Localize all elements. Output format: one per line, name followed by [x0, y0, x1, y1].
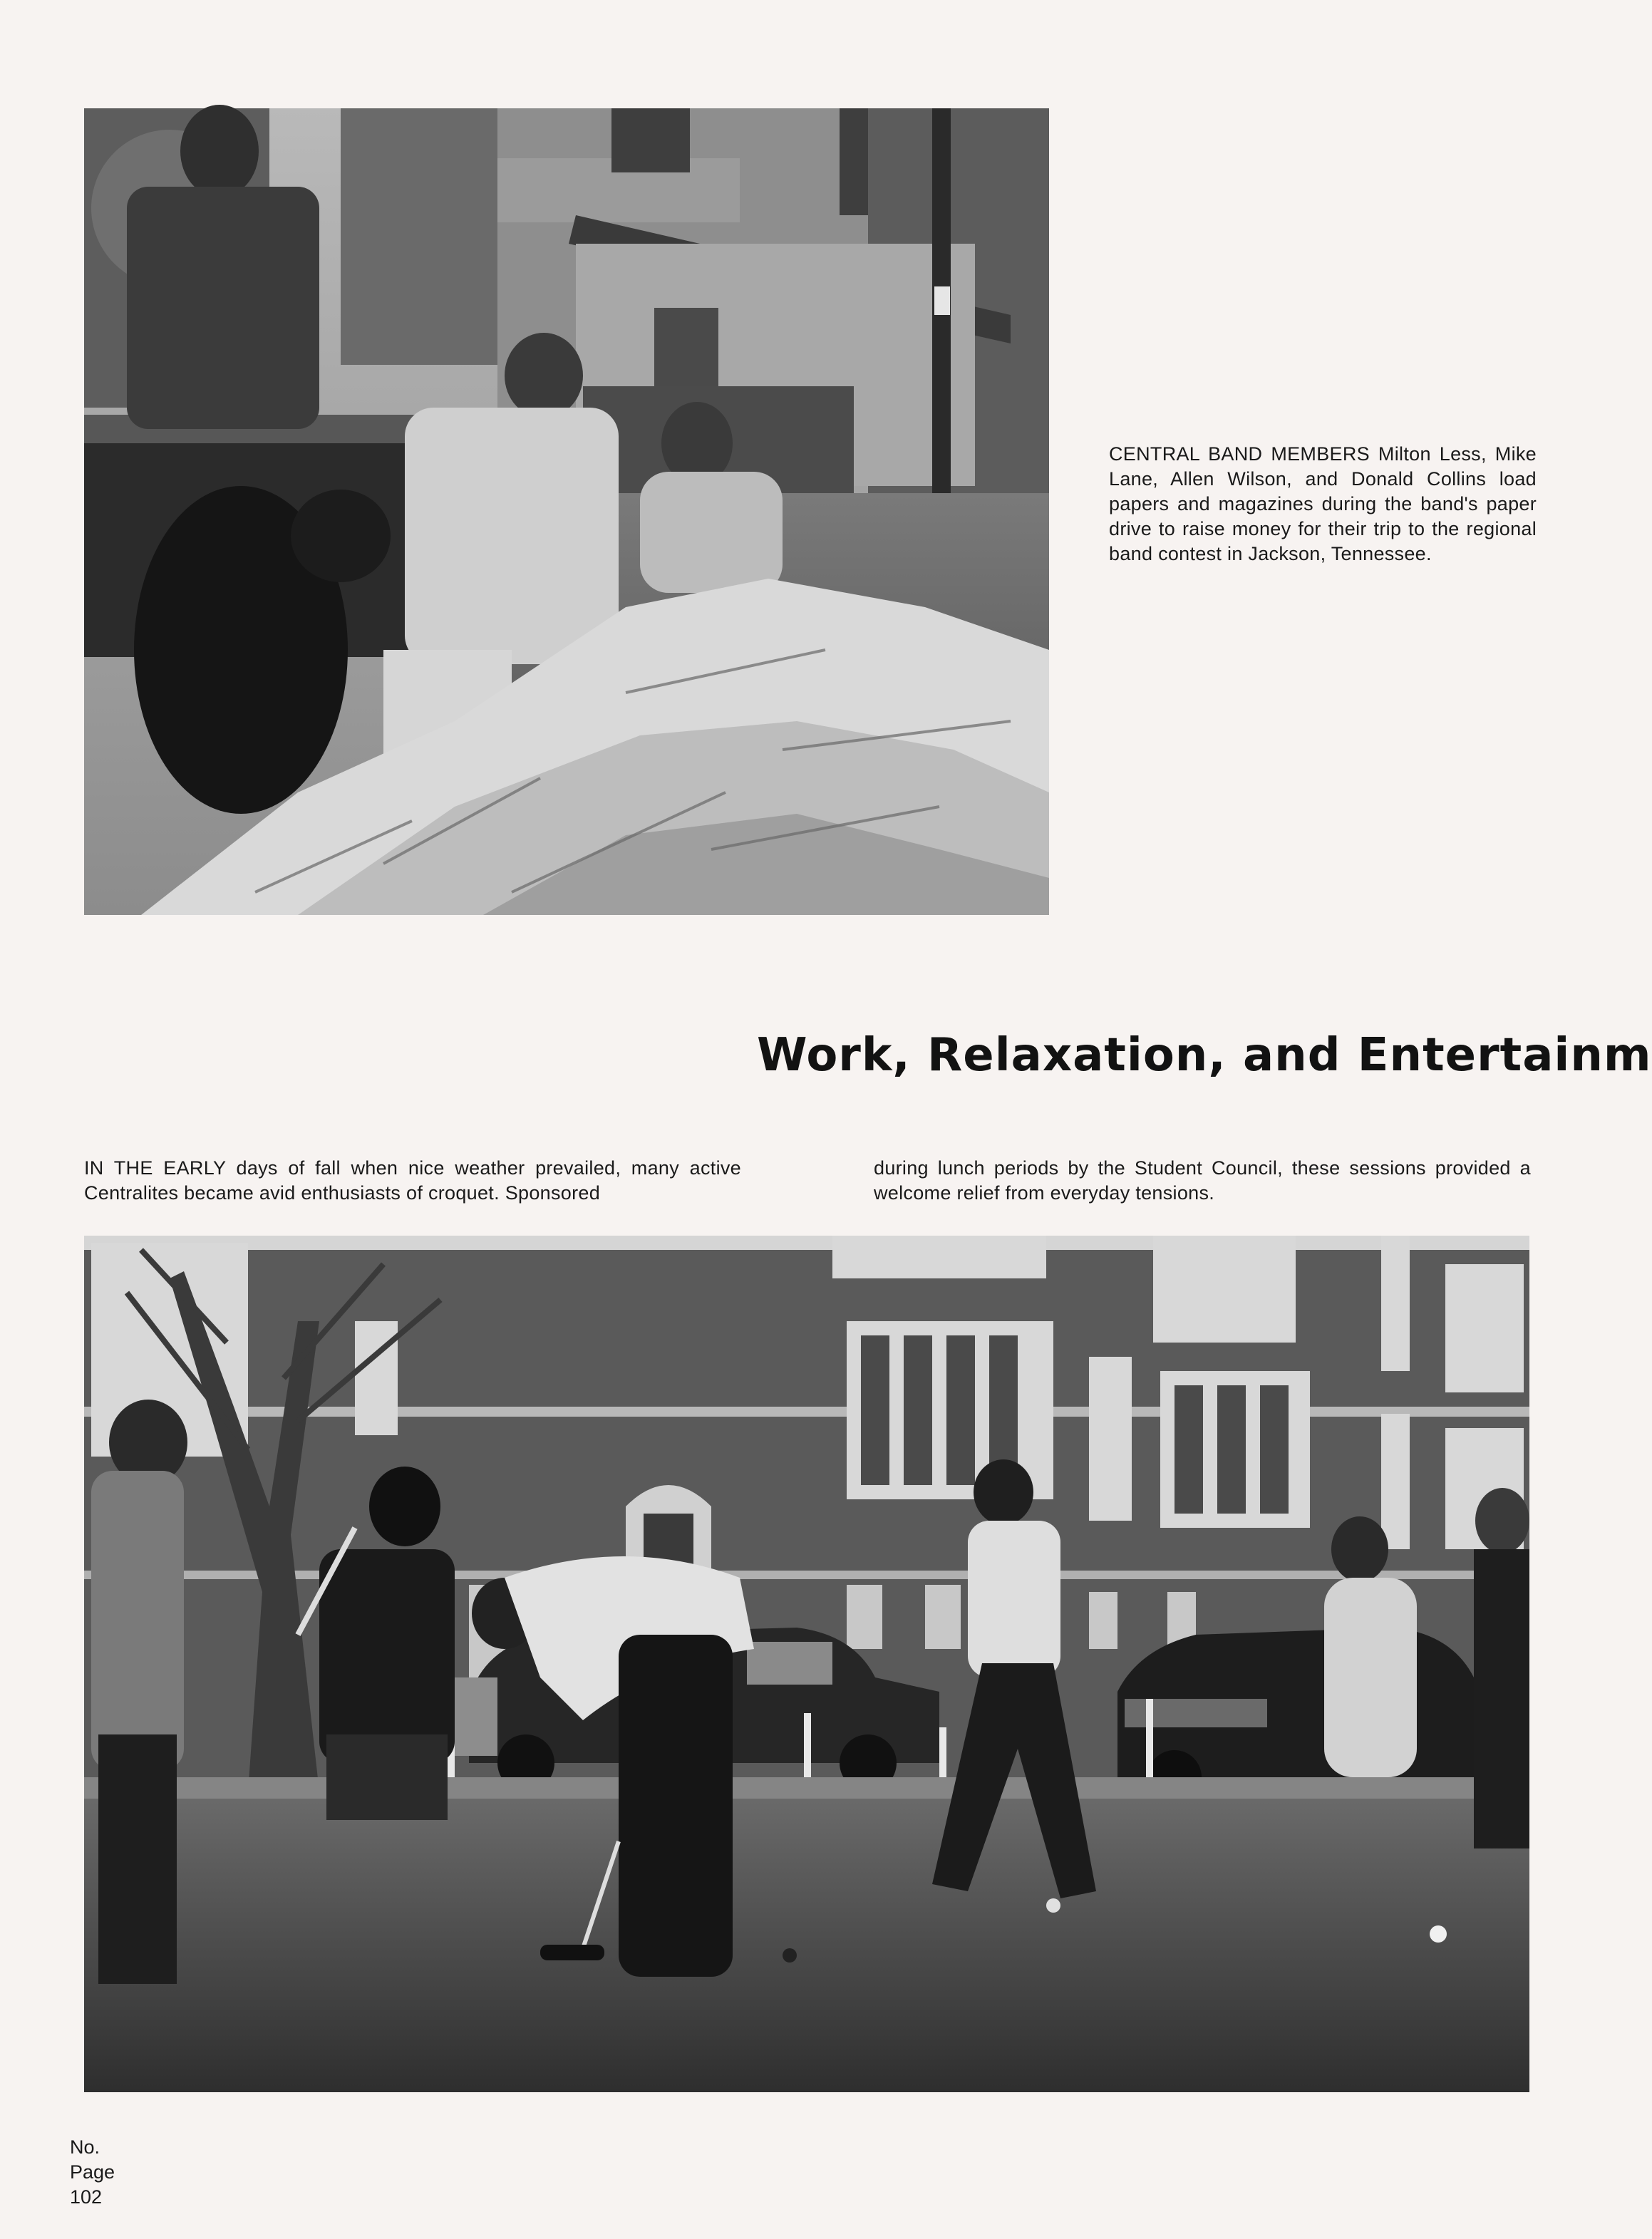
page-number-line-2: Page — [70, 2161, 115, 2183]
intro-text-left: IN THE EARLY days of fall when nice weather prevailed, many active Centralites became avid enthusiasts of croquet. Sponsored — [84, 1157, 741, 1204]
page-number-line-3: 102 — [70, 2186, 103, 2208]
croquet-photo — [84, 1236, 1529, 2092]
page-number-line-1: No. — [70, 2136, 100, 2158]
band-photo-caption: CENTRAL BAND MEMBERS Milton Less, Mike Lane, Allen Wilson, and Donald Collins load papers and magazines during the band's paper drive to raise money for their trip to the regional band contest in Jackson, Tennessee. — [1109, 443, 1537, 564]
intro-text-right: during lunch periods by the Student Council, these sessions provided a welcome relief from everyday tensions. — [874, 1157, 1531, 1204]
page-number — [70, 2135, 115, 2210]
section-title: Work, Relaxation, and Entertainm — [757, 1029, 1652, 1082]
paper-drive-photo — [84, 108, 1049, 915]
